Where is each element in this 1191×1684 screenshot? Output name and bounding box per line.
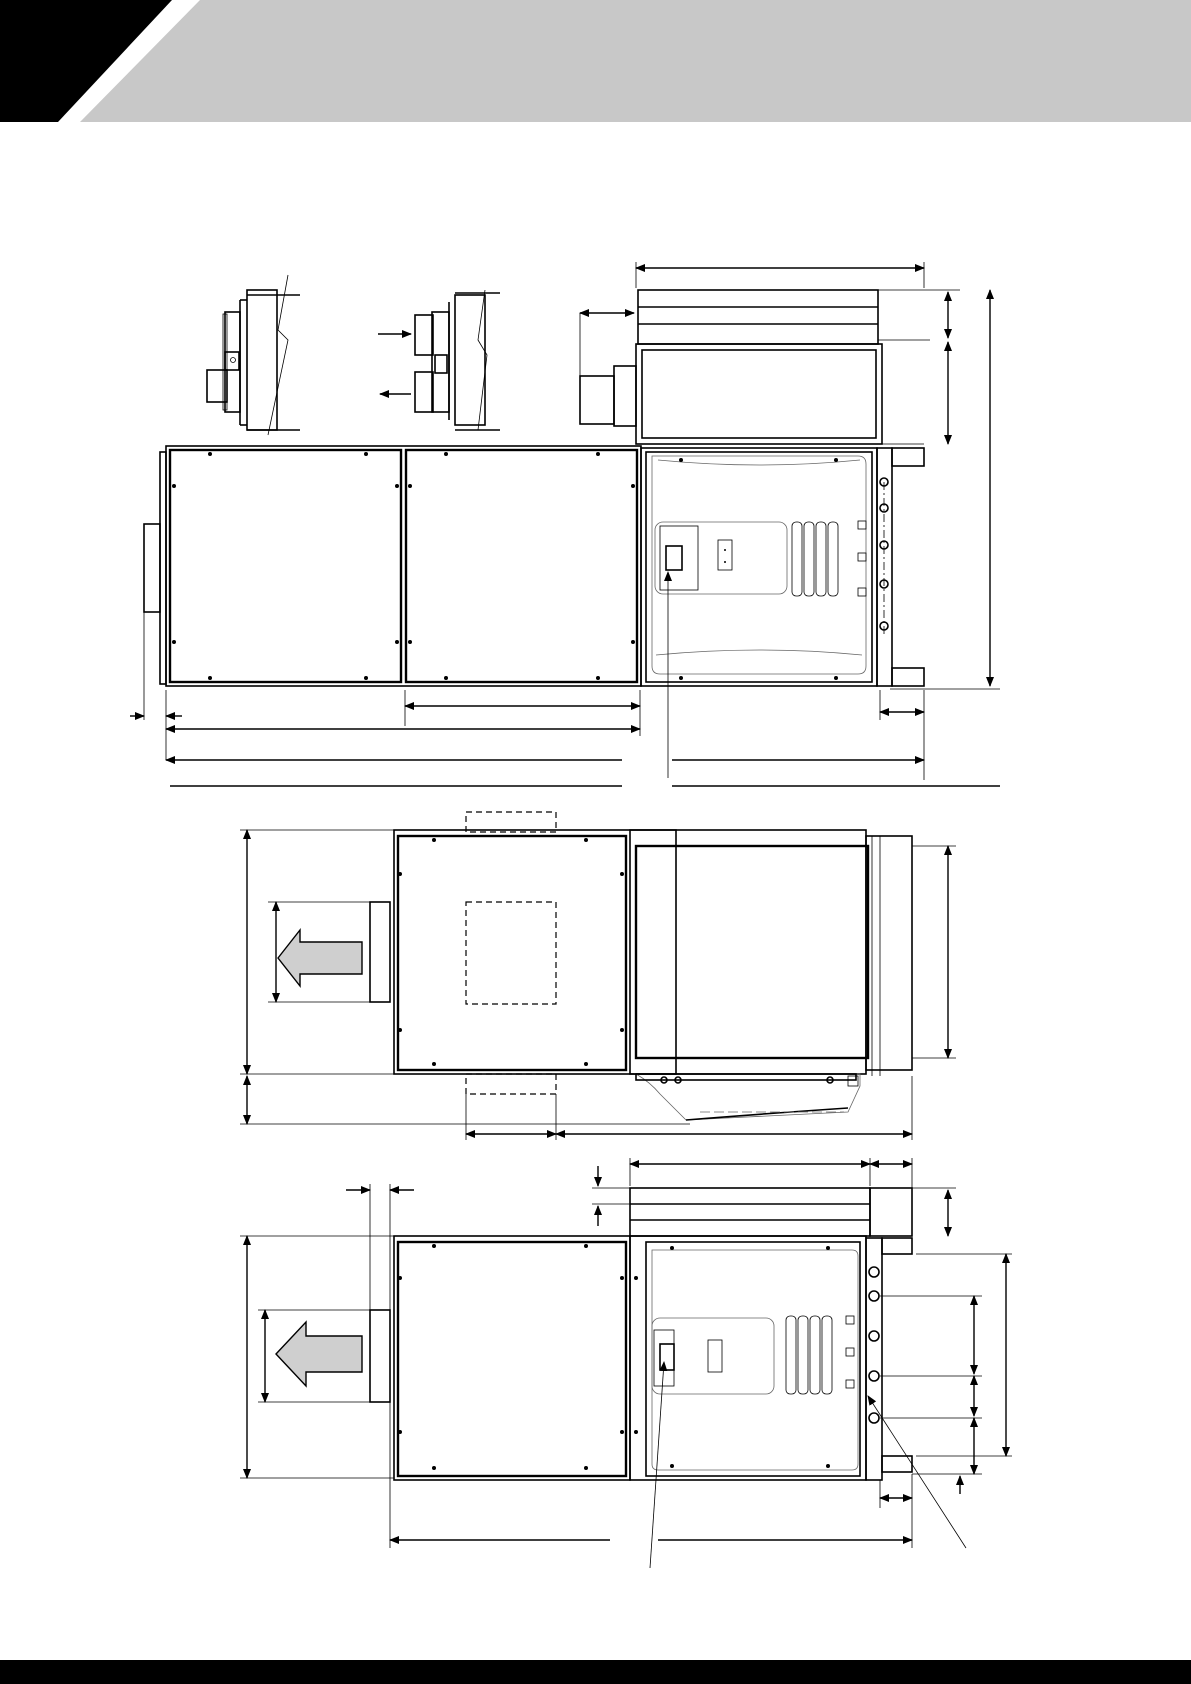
side-elevation-dimensions — [130, 262, 1000, 786]
side-elevation-figure — [130, 262, 1000, 786]
duct-connection-detail-1 — [207, 275, 300, 435]
page-footer-band — [0, 1660, 1191, 1684]
top-plan-figure — [240, 812, 956, 1140]
top-plan-dimensions — [240, 830, 956, 1140]
panel-screws — [172, 452, 635, 680]
airflow-arrow-icon — [278, 930, 362, 986]
airflow-arrow-icon — [276, 1322, 362, 1386]
top-plan-screws — [398, 838, 624, 1066]
front-vent-louvres — [786, 1316, 832, 1394]
main-cabinet-side — [144, 446, 924, 686]
duct-connection-detail-2 — [378, 290, 500, 430]
front-elevation-figure — [240, 1158, 1012, 1568]
vent-louvres — [792, 522, 838, 596]
front-screws — [398, 1244, 830, 1470]
